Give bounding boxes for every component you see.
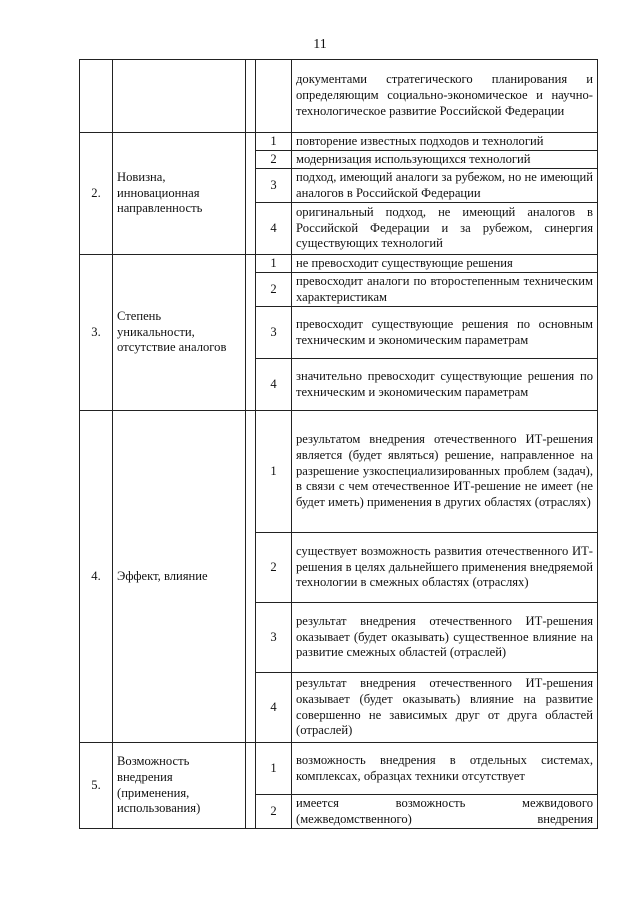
- criteria-table: [79, 59, 598, 829]
- criterion-number: 5.: [80, 743, 113, 829]
- score-description: результат внедрения отечественного ИТ-решения оказывает (будет оказывать) существенное влияние на развитие смежных областей (отраслей): [292, 603, 598, 673]
- score-description: существует возможность развития отечественного ИТ-решения в целях дальнейшего применения внедряемой технологии в смежных областях (отраслях): [292, 533, 598, 603]
- criterion-number: 3.: [80, 255, 113, 411]
- score-cell: 4: [256, 359, 292, 411]
- table-row: [80, 255, 598, 273]
- score-description: возможность внедрения в отдельных системах, комплексах, образцах техники отсутствует: [292, 743, 598, 795]
- score-cell: 4: [256, 203, 292, 255]
- criterion-number: 2.: [80, 133, 113, 255]
- page-number: 11: [313, 37, 327, 52]
- score-cell: 1: [256, 411, 292, 533]
- criterion-number: [80, 60, 113, 133]
- score-description: модернизация использующихся технологий: [292, 151, 598, 169]
- score-cell: 1: [256, 255, 292, 273]
- score-cell: 3: [256, 603, 292, 673]
- score-description: результат внедрения отечественного ИТ-решения оказывает (будет оказывать) влияние на развитие совершенно не зависимых друг от друга областей (отраслей): [292, 673, 598, 743]
- score-description: значительно превосходит существующие решения по техническим и экономическим параметрам: [292, 359, 598, 411]
- score-cell: 1: [256, 743, 292, 795]
- table-row: [80, 133, 598, 151]
- criterion-name: Новизна, инновационная направленность: [113, 133, 246, 255]
- score-description: повторение известных подходов и технологий: [292, 133, 598, 151]
- score-cell: [256, 60, 292, 133]
- score-description: документами стратегического планирования и определяющим социально-экономическое и научно-технологическое развитие Российской Федерации: [292, 60, 598, 133]
- score-cell: 3: [256, 169, 292, 203]
- score-description: оригинальный подход, не имеющий аналогов в Российской Федерации и за рубежом, синергия существующих технологий: [292, 203, 598, 255]
- score-description: не превосходит существующие решения: [292, 255, 598, 273]
- table-row: [80, 60, 598, 133]
- score-cell: 3: [256, 307, 292, 359]
- table-row: [80, 411, 598, 533]
- score-cell: 1: [256, 133, 292, 151]
- score-cell: 2: [256, 795, 292, 829]
- score-cell: 4: [256, 673, 292, 743]
- score-description: имеется возможность межвидового (межведомственного) внедрения: [292, 795, 598, 829]
- criterion-name: Эффект, влияние: [113, 411, 246, 743]
- score-cell: 2: [256, 273, 292, 307]
- table-row: [80, 743, 598, 795]
- score-cell: 2: [256, 151, 292, 169]
- criterion-number: 4.: [80, 411, 113, 743]
- criterion-name: Степень уникальности, отсутствие аналогов: [113, 255, 246, 411]
- score-cell: 2: [256, 533, 292, 603]
- score-description: результатом внедрения отечественного ИТ-решения является (будет являться) решение, направленное на разрешение узкоспециализированных проблем (задач), в связи с чем отечественное ИТ-решение не имеет (не будет иметь) применения в других областях (отраслях): [292, 411, 598, 533]
- score-description: подход, имеющий аналоги за рубежом, но не имеющий аналогов в Российской Федерации: [292, 169, 598, 203]
- criterion-name: [113, 60, 246, 133]
- score-description: превосходит существующие решения по основным техническим и экономическим параметрам: [292, 307, 598, 359]
- criterion-name: Возможность внедрения (применения, использования): [113, 743, 246, 829]
- score-description: превосходит аналоги по второстепенным техническим характеристикам: [292, 273, 598, 307]
